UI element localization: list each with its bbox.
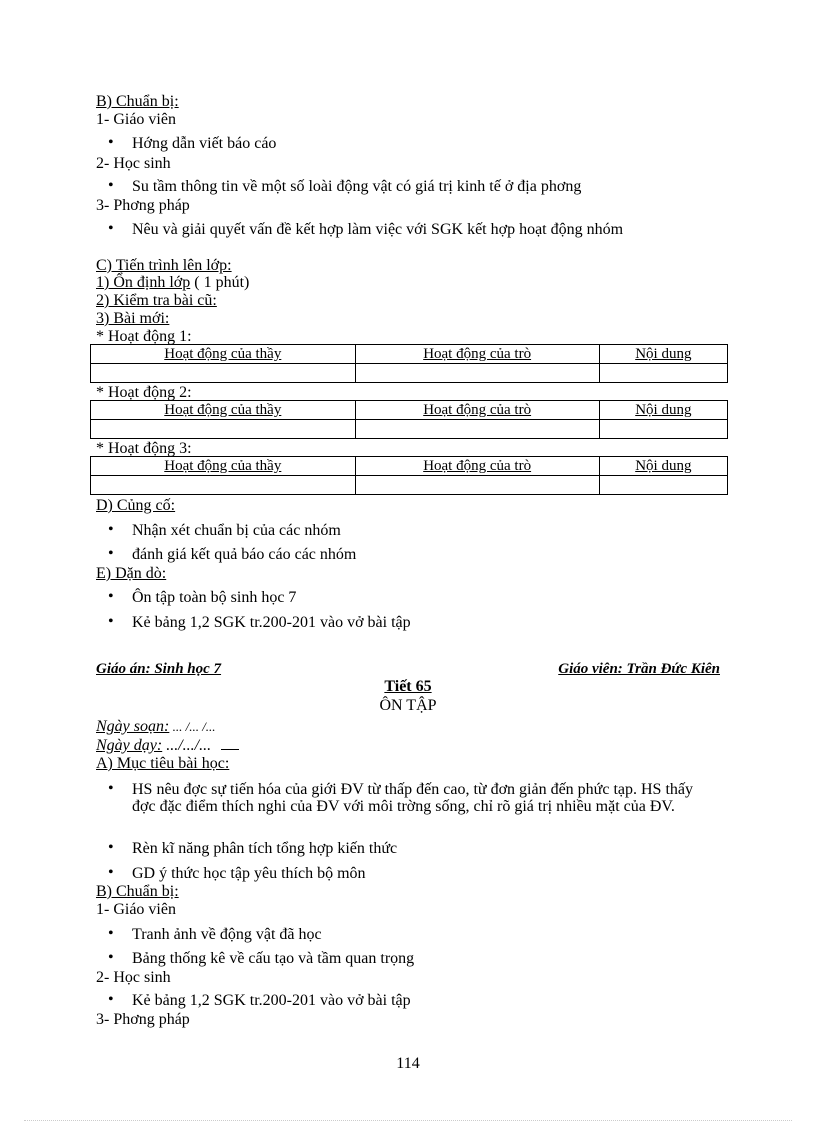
col-content: Nội dung (599, 401, 727, 420)
activity-1-label: * Hoạt động 1: (96, 328, 192, 345)
process-step-2: 2) Kiểm tra bài cũ: (96, 292, 217, 309)
process-step-1-time: ( 1 phút) (190, 274, 250, 291)
list-item: • Kẻ bảng 1,2 SGK tr.200-201 vào vở bài tập (132, 614, 411, 632)
list-item: • Nêu và giải quyết vấn đề kết hợp làm việc với SGK kết hợp hoạt động nhóm (132, 221, 717, 239)
list-item: • Hớng dẫn viết báo cáo (132, 135, 276, 153)
prep-heading: B) Chuẩn bị: (96, 93, 179, 110)
col-teacher: Hoạt động của thầy (91, 345, 356, 364)
table-cell (599, 420, 727, 439)
list-item: • GD ý thức học tập yêu thích bộ môn (132, 865, 366, 883)
activity-1-table (90, 344, 728, 383)
teacher-label: 1- Giáo viên (96, 111, 176, 128)
list-item: • Su tầm thông tin về một số loài động vật có giá trị kinh tế ở địa phơng (132, 178, 581, 196)
process-step-1-label: 1) Ổn định lớp (96, 274, 191, 291)
table-cell (355, 364, 599, 383)
lesson-number: Tiết 65 (384, 678, 432, 695)
list-item: • Rèn kĩ năng phân tích tổng hợp kiến thức (132, 840, 397, 858)
col-student: Hoạt động của trò (355, 345, 599, 364)
prep-heading-2: B) Chuẩn bị: (96, 883, 179, 900)
consolidate-heading: D) Củng cố: (96, 497, 176, 514)
divider (221, 749, 239, 750)
header-teacher: Giáo viên: Trần Đức Kiên (558, 661, 720, 677)
col-student: Hoạt động của trò (355, 457, 599, 476)
list-item: • Bảng thống kê về cấu tạo và tầm quan trọng (132, 950, 414, 968)
list-item: • Kẻ bảng 1,2 SGK tr.200-201 vào vở bài tập (132, 992, 411, 1010)
list-item: • Ôn tập toàn bộ sinh học 7 (132, 589, 296, 607)
table-cell (355, 420, 599, 439)
activity-3-table (90, 456, 728, 495)
process-heading: C) Tiến trình lên lớp: (96, 257, 232, 274)
col-teacher: Hoạt động của thầy (91, 457, 356, 476)
activity-3-label: * Hoạt động 3: (96, 440, 192, 457)
date-taught (96, 737, 239, 755)
student-label-2: 2- Học sinh (96, 969, 171, 986)
table-cell (355, 476, 599, 495)
page-title: ÔN TẬP (379, 697, 437, 714)
date-prepared-label: Ngày soạn: (96, 718, 170, 735)
process-step-1 (96, 274, 249, 292)
activity-2-label: * Hoạt động 2: (96, 384, 192, 401)
col-student: Hoạt động của trò (355, 401, 599, 420)
table-cell (91, 364, 356, 383)
list-item: • HS nêu đợc sự tiến hóa của giới ĐV từ thấp đến cao, từ đơn giản đến phức tạp. HS thấy đợc đặc điểm thích nghi của ĐV với môi trờng sống, chỉ rõ giá trị nhiều mặt của ĐV. (132, 781, 717, 815)
col-content: Nội dung (599, 457, 727, 476)
teacher-label-2: 1- Giáo viên (96, 901, 176, 918)
goals-heading: A) Mục tiêu bài học: (96, 755, 230, 772)
activity-2-table (90, 400, 728, 439)
date-prepared-value: ... /... /... (169, 719, 216, 734)
date-taught-label: Ngày dạy: (96, 737, 163, 754)
homework-heading: E) Dặn dò: (96, 565, 167, 582)
list-item: • đánh giá kết quả báo cáo các nhóm (132, 546, 356, 564)
col-teacher: Hoạt động của thầy (91, 401, 356, 420)
list-item: • Nhận xét chuẩn bị của các nhóm (132, 522, 341, 540)
student-label: 2- Học sinh (96, 155, 171, 172)
page-number: 114 (396, 1055, 420, 1072)
list-item: • Tranh ảnh về động vật đã học (132, 926, 322, 944)
table-cell (599, 364, 727, 383)
header-lesson-plan: Giáo án: Sinh học 7 (96, 661, 222, 677)
table-cell (91, 420, 356, 439)
table-cell (91, 476, 356, 495)
divider (24, 1120, 792, 1121)
method-label-2: 3- Phơng pháp (96, 1011, 190, 1028)
process-step-3: 3) Bài mới: (96, 310, 170, 327)
table-cell (599, 476, 727, 495)
date-prepared (96, 718, 216, 736)
col-content: Nội dung (599, 345, 727, 364)
date-taught-value: .../.../... (162, 737, 212, 754)
method-label: 3- Phơng pháp (96, 197, 190, 214)
